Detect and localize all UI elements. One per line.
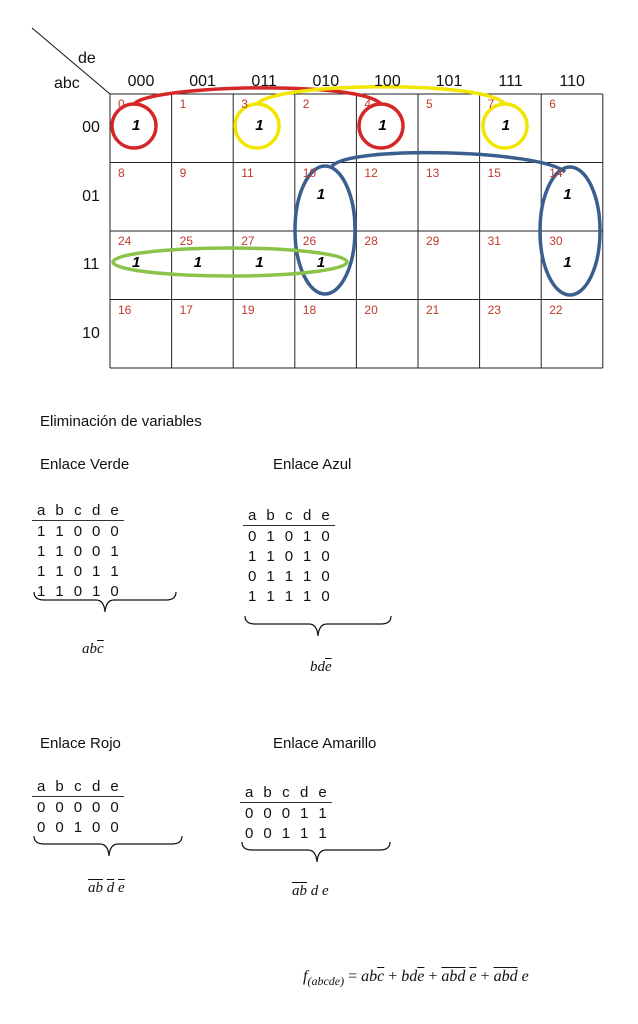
cell-number: 5 bbox=[426, 97, 433, 111]
table-header-cell: e bbox=[105, 500, 123, 521]
table-row bbox=[243, 546, 335, 566]
group-title-rojo: Enlace Rojo bbox=[40, 735, 121, 752]
kmap-one: 1 bbox=[378, 117, 387, 134]
column-header: 011 bbox=[251, 73, 277, 90]
table-cell: 0 bbox=[73, 522, 83, 540]
column-header: 001 bbox=[189, 73, 216, 90]
table-cell: 0 bbox=[281, 804, 291, 822]
table-cell: 1 bbox=[37, 542, 46, 560]
group-title-amarillo: Enlace Amarillo bbox=[273, 735, 377, 752]
table-cell: 0 bbox=[248, 527, 257, 545]
table-row bbox=[243, 526, 335, 547]
cell-number: 26 bbox=[302, 234, 317, 248]
table-cell: 1 bbox=[284, 567, 294, 585]
table-cell: 0 bbox=[110, 798, 119, 816]
truth-table-rojo bbox=[32, 776, 124, 837]
table-cell: 0 bbox=[73, 798, 83, 816]
cell-number: 23 bbox=[487, 302, 501, 317]
cell-number: 24 bbox=[118, 234, 132, 248]
expr-verde: $ab\overline{c}$ bbox=[82, 641, 104, 657]
cell-number: 7 bbox=[487, 97, 495, 111]
cell-number: 27 bbox=[241, 234, 255, 248]
kmap-one: 1 bbox=[316, 185, 326, 203]
table-cell: 0 bbox=[73, 542, 83, 560]
table-cell: 0 bbox=[263, 824, 272, 842]
table-header-row bbox=[240, 782, 332, 803]
table-cell: 0 bbox=[321, 547, 330, 565]
table-header-cell: a bbox=[243, 505, 261, 526]
table-header-cell: b bbox=[50, 776, 68, 797]
cell-number: 8 bbox=[118, 165, 125, 180]
table-cell: 1 bbox=[266, 527, 275, 545]
table-cell: 0 bbox=[284, 547, 294, 565]
table-header-row bbox=[243, 505, 335, 526]
expr-amarillo: $\overline{a}\overline{b}$ d e bbox=[292, 883, 329, 899]
table-header-cell: c bbox=[277, 782, 295, 803]
kmap-one: 1 bbox=[255, 254, 264, 271]
table-cell: 1 bbox=[92, 582, 101, 600]
kmap-one: 1 bbox=[316, 254, 326, 271]
table-header-cell: d bbox=[295, 782, 313, 803]
cell-number: 28 bbox=[364, 234, 378, 248]
table-cell: 1 bbox=[55, 562, 64, 580]
brace-azul bbox=[243, 614, 403, 644]
truth-table-azul bbox=[243, 505, 335, 606]
cell-number: 2 bbox=[302, 97, 310, 111]
expr-rojo: $\overline{a}\overline{b}$ $\overline{d}$ $\overline{e}$ bbox=[88, 880, 125, 896]
table-row bbox=[240, 803, 332, 824]
column-header: 101 bbox=[435, 73, 463, 90]
table-cell: 1 bbox=[55, 582, 64, 600]
table-header-cell: d bbox=[87, 776, 105, 797]
table-header-row bbox=[32, 776, 124, 797]
table-cell: 1 bbox=[300, 824, 309, 842]
table-header-row bbox=[32, 500, 124, 521]
table-cell: 0 bbox=[321, 567, 330, 585]
brace-rojo bbox=[32, 834, 192, 864]
column-header: 000 bbox=[127, 73, 155, 90]
kmap-one: 1 bbox=[563, 254, 572, 271]
table-row bbox=[32, 541, 124, 561]
table-header-cell: c bbox=[280, 505, 298, 526]
brace-verde bbox=[32, 590, 182, 620]
group-title-azul: Enlace Azul bbox=[273, 456, 352, 473]
table-cell: 0 bbox=[110, 818, 119, 836]
table-cell: 0 bbox=[37, 798, 46, 816]
table-header-cell: b bbox=[50, 500, 68, 521]
table-header-cell: e bbox=[313, 782, 331, 803]
brace-amarillo bbox=[240, 840, 400, 870]
truth-table-amarillo bbox=[240, 782, 332, 843]
row-header: 11 bbox=[82, 256, 100, 273]
table-cell: 1 bbox=[266, 547, 275, 565]
green-loop bbox=[113, 248, 347, 276]
cell-number: 29 bbox=[426, 234, 440, 248]
table-cell: 0 bbox=[245, 824, 254, 842]
table-cell: 0 bbox=[110, 582, 119, 600]
table-cell: 1 bbox=[266, 567, 275, 585]
table-cell: 1 bbox=[37, 582, 46, 600]
cell-number: 25 bbox=[179, 234, 193, 248]
cell-number: 19 bbox=[241, 302, 255, 317]
table-header-cell: e bbox=[316, 505, 334, 526]
column-header: 110 bbox=[559, 73, 585, 90]
table-header-cell: e bbox=[105, 776, 123, 797]
cell-number: 21 bbox=[426, 302, 440, 317]
table-cell: 1 bbox=[303, 547, 312, 565]
table-cell: 1 bbox=[318, 804, 327, 822]
table-row bbox=[32, 561, 124, 581]
table-header-cell: a bbox=[32, 776, 50, 797]
kmap-one: 1 bbox=[563, 185, 572, 203]
cell-number: 31 bbox=[487, 234, 501, 248]
column-header: 010 bbox=[312, 73, 340, 90]
table-cell: 0 bbox=[248, 567, 257, 585]
cell-number: 1 bbox=[179, 97, 187, 111]
table-cell: 1 bbox=[37, 562, 46, 580]
final-formula: $f_{(abcde)} = ab\overline{c} + bd\overline{e} + \overline{a}\overline{b}\overline{d}$ $\overline{e} + \overline{a}\overline{b}\overline{d}$ e bbox=[303, 968, 529, 989]
table-cell: 0 bbox=[263, 804, 272, 822]
table-cell: 1 bbox=[266, 587, 275, 605]
column-header: 111 bbox=[498, 73, 523, 90]
table-cell: 1 bbox=[303, 527, 312, 545]
table-cell: 0 bbox=[321, 527, 330, 545]
table-row bbox=[243, 566, 335, 586]
kmap-one: 1 bbox=[132, 117, 141, 134]
table-cell: 0 bbox=[92, 542, 101, 560]
table-cell: 1 bbox=[55, 522, 64, 540]
table-cell: 0 bbox=[245, 804, 254, 822]
table-cell: 1 bbox=[303, 567, 312, 585]
table-cell: 0 bbox=[321, 587, 330, 605]
kmap-one: 1 bbox=[132, 254, 141, 271]
table-row bbox=[32, 797, 124, 818]
table-header-cell: a bbox=[32, 500, 50, 521]
cell-number: 16 bbox=[118, 302, 132, 317]
row-header: 10 bbox=[82, 324, 100, 342]
table-cell: 1 bbox=[248, 547, 257, 565]
table-cell: 0 bbox=[37, 818, 46, 836]
cell-number: 10 bbox=[302, 165, 317, 180]
column-header: 100 bbox=[374, 73, 401, 90]
table-header-cell: b bbox=[258, 782, 276, 803]
table-cell: 1 bbox=[284, 587, 294, 605]
table-row bbox=[243, 586, 335, 606]
table-header-cell: b bbox=[261, 505, 279, 526]
cell-number: 20 bbox=[364, 302, 378, 317]
table-cell: 1 bbox=[300, 804, 309, 822]
cell-number: 18 bbox=[302, 302, 317, 317]
table-cell: 0 bbox=[92, 818, 101, 836]
cell-number: 12 bbox=[364, 165, 378, 180]
row-header: 00 bbox=[82, 119, 100, 136]
table-cell: 1 bbox=[248, 587, 257, 605]
table-cell: 0 bbox=[110, 522, 119, 540]
column-variable-label: abc bbox=[54, 75, 80, 92]
kmap-one: 1 bbox=[193, 254, 202, 271]
cell-number: 6 bbox=[549, 97, 556, 111]
table-header-cell: a bbox=[240, 782, 258, 803]
truth-table-verde bbox=[32, 500, 124, 601]
kmap-one: 1 bbox=[501, 117, 510, 134]
table-cell: 1 bbox=[37, 522, 46, 540]
table-cell: 1 bbox=[73, 818, 83, 836]
table-cell: 1 bbox=[110, 542, 119, 560]
expr-azul: $bd\overline{e}$ bbox=[310, 659, 332, 675]
cell-number: 30 bbox=[549, 234, 563, 248]
cell-number: 11 bbox=[241, 165, 254, 180]
cell-number: 0 bbox=[118, 97, 125, 111]
group-title-verde: Enlace Verde bbox=[40, 456, 130, 473]
table-header-cell: c bbox=[69, 776, 87, 797]
table-cell: 0 bbox=[284, 527, 294, 545]
cell-number: 4 bbox=[364, 97, 372, 111]
elimination-title: Eliminación de variables bbox=[40, 413, 202, 430]
table-cell: 0 bbox=[92, 522, 101, 540]
table-header-cell: c bbox=[69, 500, 87, 521]
table-cell: 0 bbox=[55, 818, 64, 836]
table-header-cell: d bbox=[87, 500, 105, 521]
cell-number: 22 bbox=[549, 302, 563, 317]
cell-number: 15 bbox=[487, 165, 501, 180]
table-cell: 0 bbox=[92, 798, 101, 816]
cell-number: 17 bbox=[179, 302, 193, 317]
table-cell: 1 bbox=[318, 824, 327, 842]
table-cell: 0 bbox=[73, 582, 83, 600]
table-header-cell: d bbox=[298, 505, 316, 526]
table-cell: 0 bbox=[73, 562, 83, 580]
cell-number: 9 bbox=[179, 165, 187, 180]
row-header: 01 bbox=[82, 187, 100, 205]
table-cell: 1 bbox=[55, 542, 64, 560]
cell-number: 13 bbox=[426, 165, 440, 180]
cell-number: 14 bbox=[549, 165, 563, 180]
table-cell: 1 bbox=[92, 562, 101, 580]
row-variable-label: de bbox=[78, 50, 96, 67]
table-cell: 1 bbox=[303, 587, 312, 605]
cell-number: 3 bbox=[241, 97, 248, 111]
table-cell: 0 bbox=[55, 798, 64, 816]
kmap-one: 1 bbox=[255, 117, 264, 134]
table-cell: 1 bbox=[110, 562, 119, 580]
table-cell: 1 bbox=[281, 824, 291, 842]
table-row bbox=[32, 521, 124, 542]
